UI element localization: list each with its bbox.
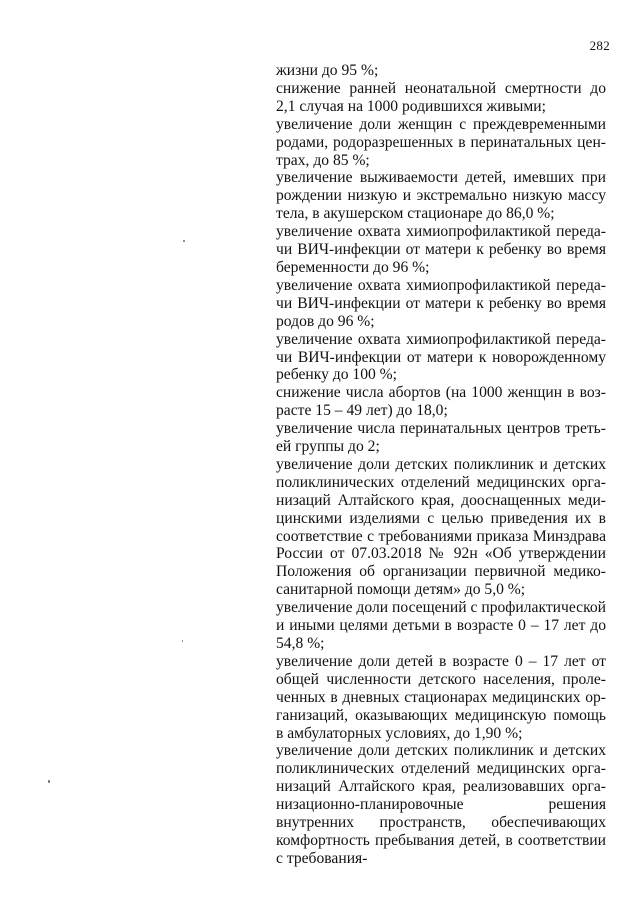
list-item: увеличение доли детских поликлиник и детских поликлинических отделений медицинских организаций Алтайского края, дооснащенных медицинскими изделиями с целью приведения их в соответствие с требованиями приказа Минздрава России от 07.03.2018 № 92н «Об утверждении Положения об организации первичной медико-санитарной помощи детям» до 5,0 %;: [276, 455, 606, 599]
list-item: снижение числа абортов (на 1000 женщин в возрасте 15 – 49 лет) до 18,0;: [276, 384, 606, 420]
list-item: увеличение охвата химиопрофилактикой передачи ВИЧ-инфекции от матери к ребенку во время беременности до 96 %;: [276, 223, 606, 276]
list-item: увеличение доли посещений с профилактической и иными целями детьми в возрасте 0 – 17 лет до 54,8 %;: [276, 599, 606, 652]
list-item: увеличение доли детей в возрасте 0 – 17 лет от общей численности детского населения, пролеченных в дневных стационарах медицинских организаций, оказывающих медицинскую помощь в амбулаторных условиях, до 1,90 %;: [276, 652, 606, 742]
list-item: увеличение доли женщин с преждевременными родами, родоразрешенных в перинатальных центрах, до 85 %;: [276, 115, 606, 169]
page-number: 282: [589, 38, 610, 53]
scan-speck: [48, 780, 50, 783]
list-item: жизни до 95 %;: [276, 62, 379, 79]
scan-speck: [183, 240, 185, 242]
list-item: увеличение выживаемости детей, имевших при рождении низкую и экстремально низкую массу тела, в акушерском стационаре до 86,0 %;: [276, 169, 606, 223]
list-item: увеличение охвата химиопрофилактикой передачи ВИЧ-инфекции от матери к ребенку во время родов до 96 %;: [276, 276, 606, 330]
list-item: увеличение числа перинатальных центров третьей группы до 2;: [276, 420, 606, 456]
list-item: увеличение доли детских поликлиник и детских поликлинических отделений медицинских организаций Алтайского края, реализовавших организационно-планировочные решения внутренних пространств, обеспечивающих комфортность пребывания детей, в соответствии с требования-: [276, 742, 606, 867]
body-text: [276, 62, 606, 868]
list-item: увеличение охвата химиопрофилактикой передачи ВИЧ-инфекции от матери к новорожденному ребенку до 100 %;: [276, 330, 606, 384]
scan-speck: [182, 640, 183, 642]
list-item: снижение ранней неонатальной смертности до 2,1 случая на 1000 родившихся живыми;: [276, 79, 606, 115]
